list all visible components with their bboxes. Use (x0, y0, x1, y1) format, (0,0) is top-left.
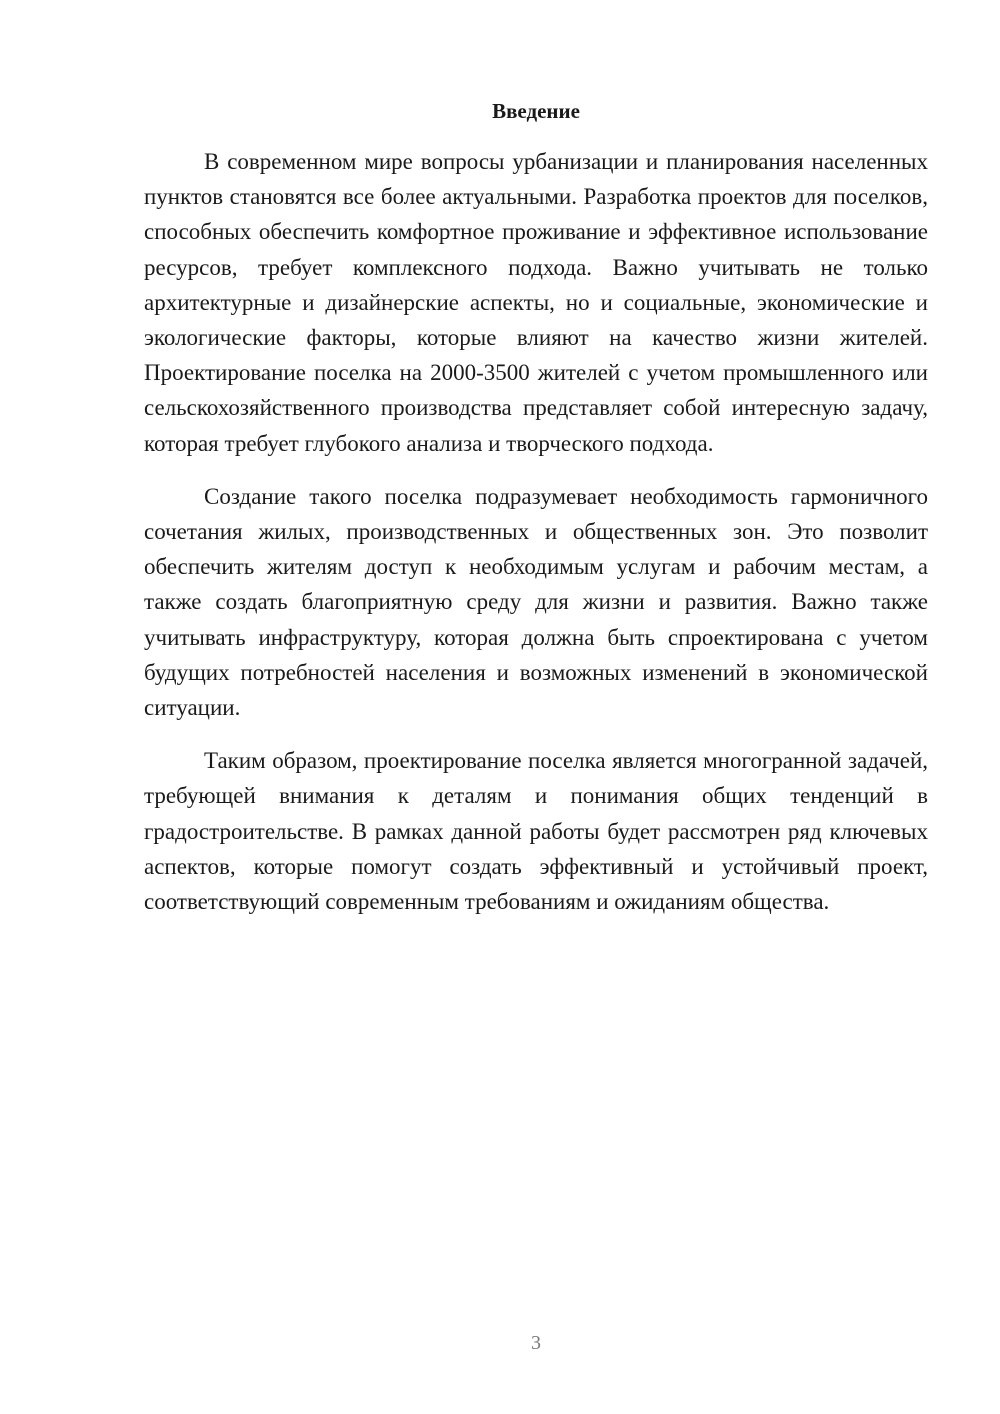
section-title: Введение (492, 99, 580, 123)
paragraph-conclusion: Таким образом, проектирование поселка является многогранной задачей, требующей внимания к деталям и понимания общих тенденций в градостроительстве. В рамках данной работы будет рассмотрен ряд ключевых аспектов, которые помогут создать эффективный и устойчивый проект, соответствующий современным требованиям и ожиданиям общества. (144, 748, 928, 915)
paragraph-settlement-zones: Создание такого поселка подразумевает необходимость гармоничного сочетания жилых, производственных и общественных зон. Это позволит обеспечить жителям доступ к необходимым услугам и рабочим местам, а также создать благоприятную среду для жизни и развития. Важно также учитывать инфраструктуру, которая должна быть спроектирована с учетом будущих потребностей населения и возможных изменений в экономической ситуации. (144, 483, 928, 721)
page-content (144, 96, 928, 937)
page-number: 3 (531, 1332, 541, 1354)
paragraph-intro: В современном мире вопросы урбанизации и планирования населенных пунктов становятся все более актуальными. Разработка проектов для поселков, способных обеспечить комфортное проживание и эффективное использование ресурсов, требует комплексного подхода. Важно учитывать не только архитектурные и дизайнерские аспекты, но и социальные, экономические и экологические факторы, которые влияют на качество жизни жителей. Проектирование поселка на 2000-3500 жителей с учетом промышленного или сельскохозяйственного производства представляет собой интересную задачу, которая требует глубокого анализа и творческого подхода. (144, 149, 928, 456)
